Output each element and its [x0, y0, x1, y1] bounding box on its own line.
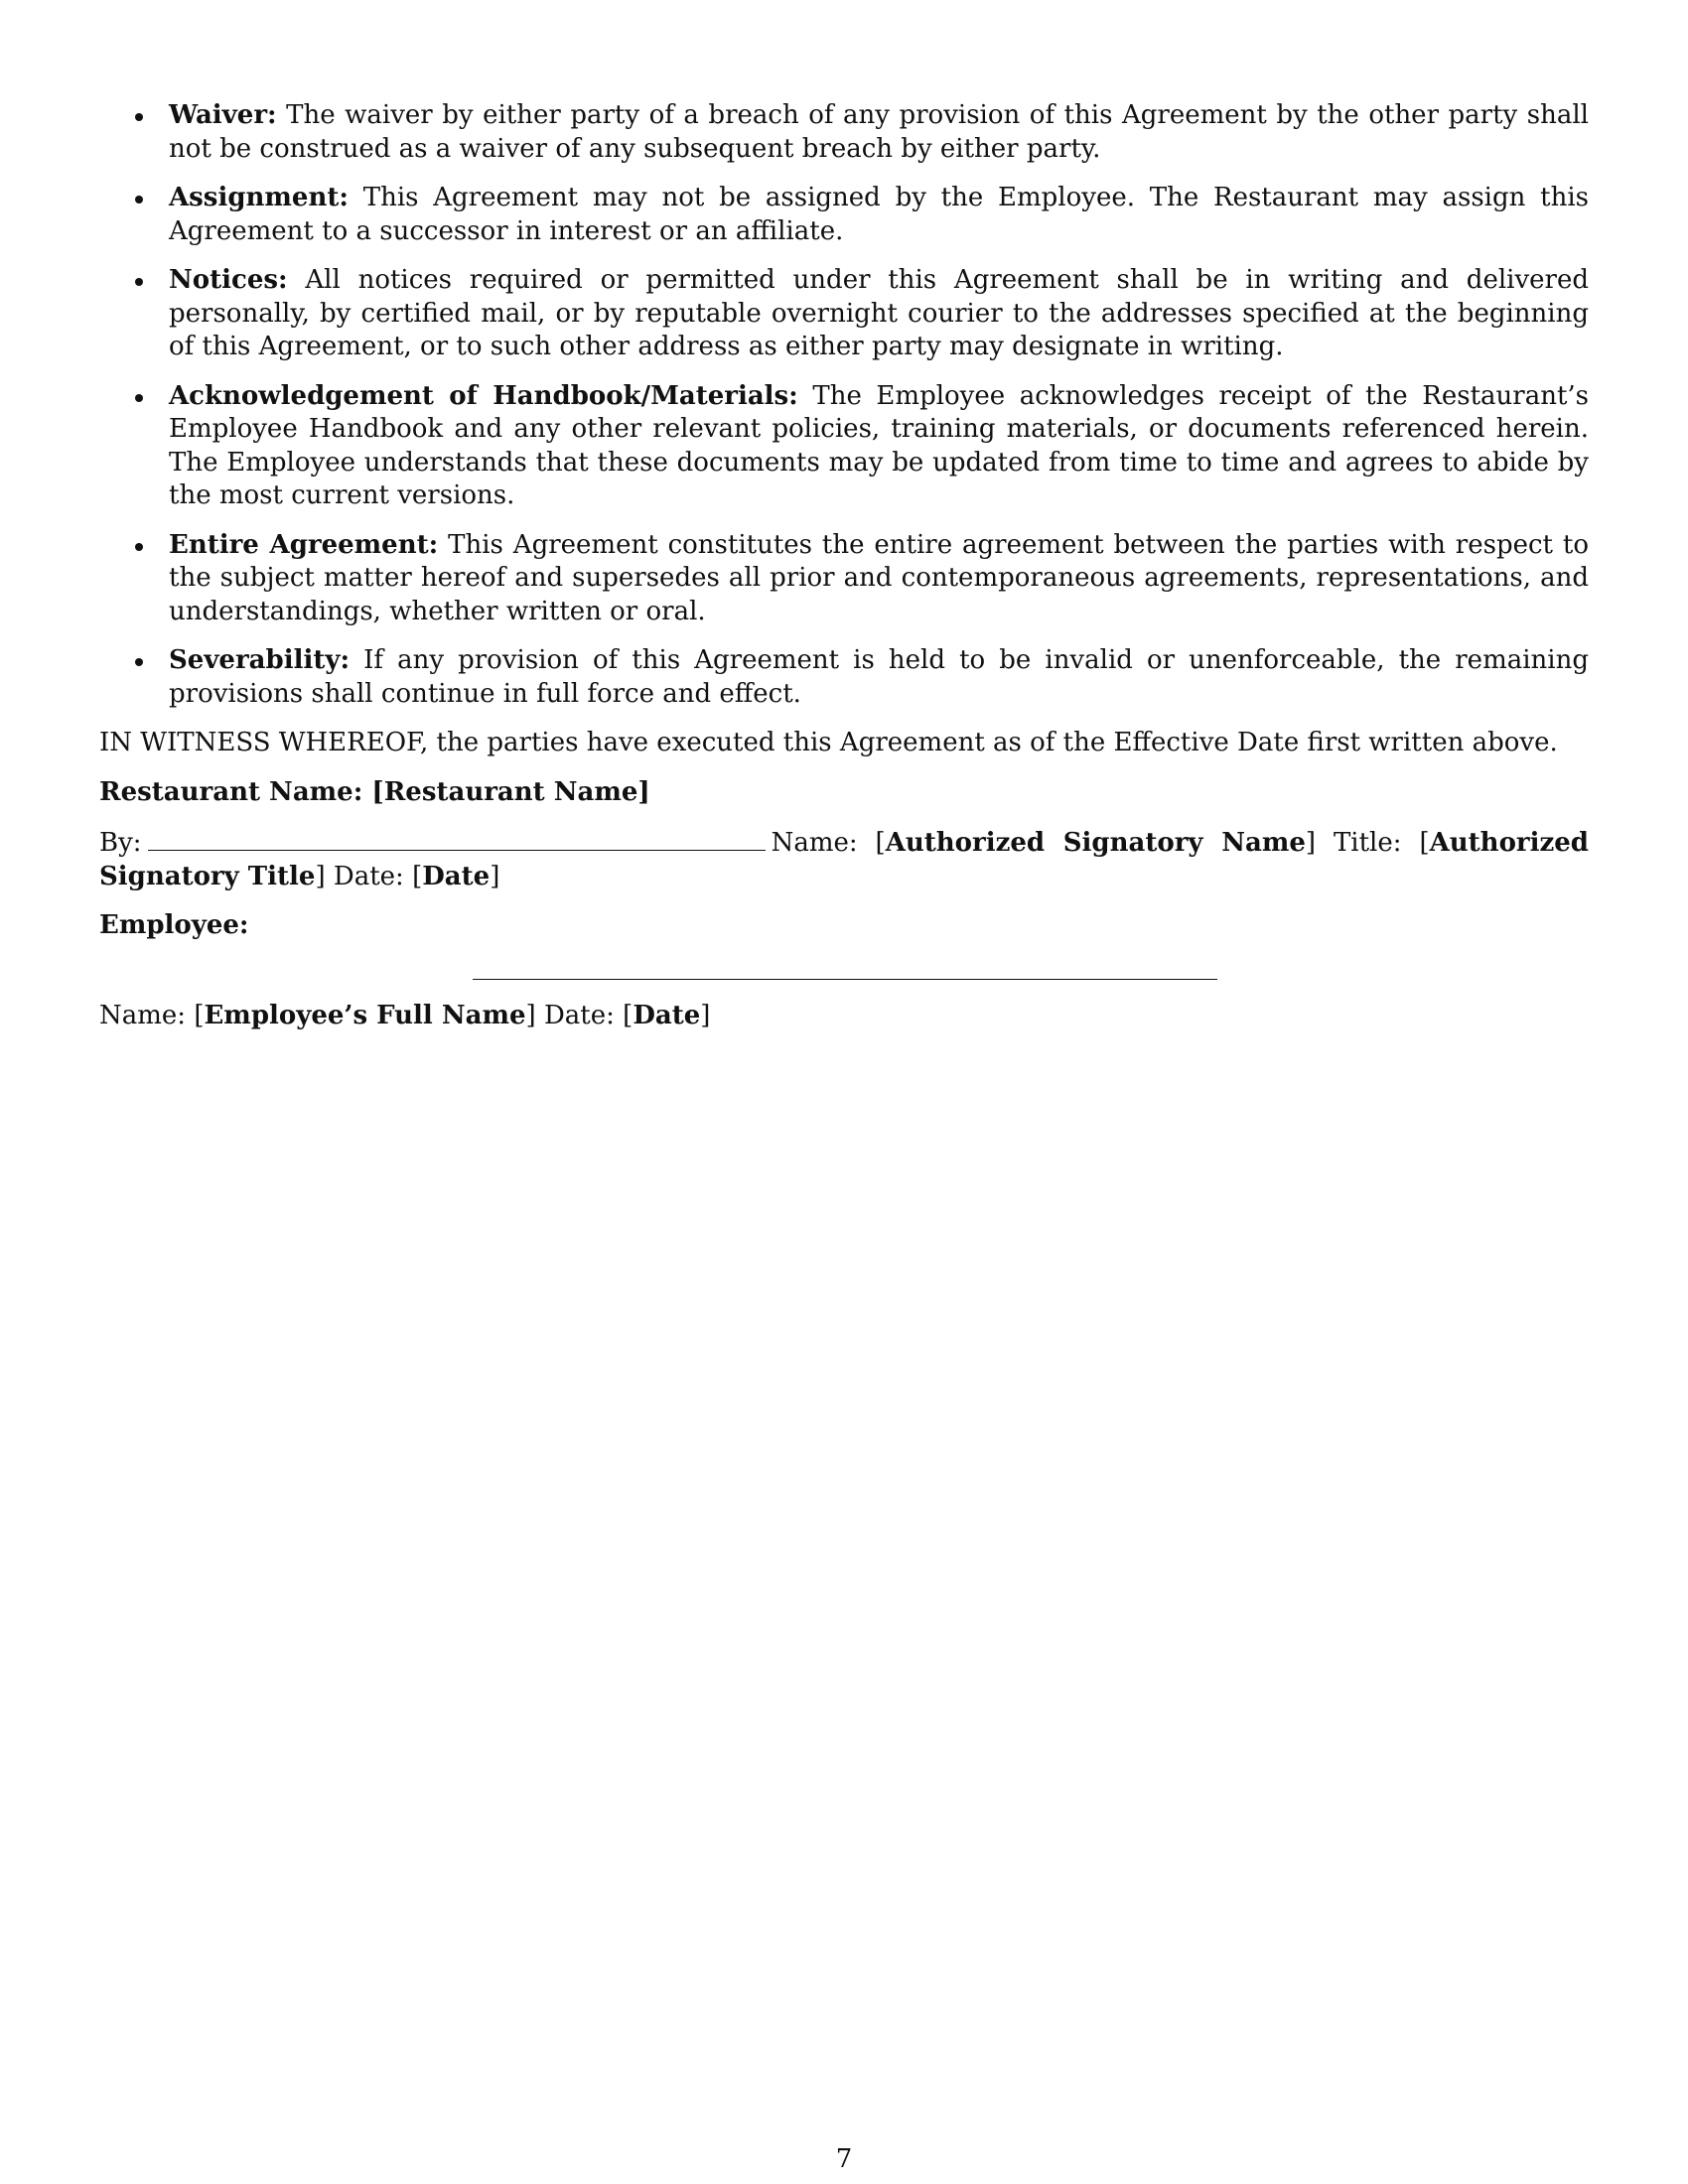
clause-heading: Notices:: [169, 265, 288, 295]
restaurant-name-line: Restaurant Name: [Restaurant Name]: [99, 776, 650, 807]
clause-heading: Entire Agreement:: [169, 529, 439, 560]
clause-list: [99, 99, 1589, 711]
clause-heading: Severability:: [169, 645, 351, 675]
clause-heading: Assignment:: [169, 183, 349, 212]
restaurant-name-placeholder: Restaurant Name: [383, 776, 638, 807]
bullet-icon: [135, 278, 143, 286]
bullet-icon: [135, 543, 143, 551]
clause-entire-agreement: [99, 529, 1589, 629]
employee-label: Employee:: [99, 910, 249, 940]
signatory-name-label: Name:: [771, 828, 858, 858]
clause-severability: [99, 644, 1589, 711]
clause-heading: Waiver:: [169, 100, 277, 130]
employee-signature-line[interactable]: [473, 963, 1217, 980]
restaurant-date-placeholder: Date: [422, 861, 491, 891]
clause-heading: Acknowledgement of Handbook/Materials:: [169, 380, 798, 411]
clause-text: This Agreement constitutes the entire agreement between the parties with respect to the subject matter hereof and supersedes all prior and contemporaneous agreements, representations, and understandings, whether written or oral.: [169, 529, 1589, 626]
clause-text: If any provision of this Agreement is held to be invalid or unenforceable, the remaining provisions shall continue in full force and effect.: [169, 645, 1589, 709]
clause-acknowledgement: [99, 380, 1589, 513]
employee-name-placeholder: Employee’s Full Name: [204, 1000, 526, 1030]
restaurant-date-label: Date:: [333, 861, 404, 891]
clause-waiver: [99, 99, 1589, 166]
witness-statement: IN WITNESS WHEREOF, the parties have executed this Agreement as of the Effective Date first written above.: [99, 728, 1558, 757]
clause-notices: [99, 264, 1589, 364]
clause-assignment: [99, 182, 1589, 248]
clause-text: The waiver by either party of a breach of any provision of this Agreement by the other party shall not be construed as a waiver of any subsequent breach by either party.: [169, 100, 1589, 164]
bullet-icon: [135, 658, 143, 666]
document-page: [99, 99, 1589, 1048]
bullet-icon: [135, 113, 143, 121]
bullet-icon: [135, 196, 143, 204]
restaurant-signature-line[interactable]: [148, 825, 766, 851]
signatory-title-placeholder: Authorized Signatory Title: [99, 828, 1589, 891]
bullet-icon: [135, 394, 143, 402]
page-number: 7: [835, 2144, 853, 2174]
restaurant-name-label: Restaurant Name:: [99, 776, 363, 807]
employee-name-label: Name:: [99, 1000, 187, 1030]
clause-text: This Agreement may not be assigned by the Employee. The Restaurant may assign this Agreement to a successor in interest or an affiliate.: [169, 183, 1589, 246]
clause-text: All notices required or permitted under this Agreement shall be in writing and delivered personally, by certified mail, or by reputable overnight courier to the addresses specified at the beginning of this Agreement, or to such other address as either party may designate in writing.: [169, 265, 1590, 361]
signatory-title-label: Title:: [1333, 828, 1402, 858]
clause-text: The Employee acknowledges receipt of the Restaurant’s Employee Handbook and any other relevant policies, training materials, or documents referenced herein. The Employee understands that these documents may be updated from time to time and agrees to abide by the most current versions.: [169, 380, 1589, 510]
employee-date-label: Date:: [543, 1000, 615, 1030]
by-label: By:: [99, 828, 142, 858]
signatory-name-placeholder: Authorized Signatory Name: [885, 828, 1306, 858]
restaurant-signature-block: By: Name: [Authorized Signatory Name] Title: [Authorized Signatory Title] Date: [Date]: [99, 825, 1589, 893]
employee-name-line: Name: [Employee’s Full Name] Date: [Date]: [99, 1000, 711, 1030]
employee-date-placeholder: Date: [633, 1000, 701, 1030]
